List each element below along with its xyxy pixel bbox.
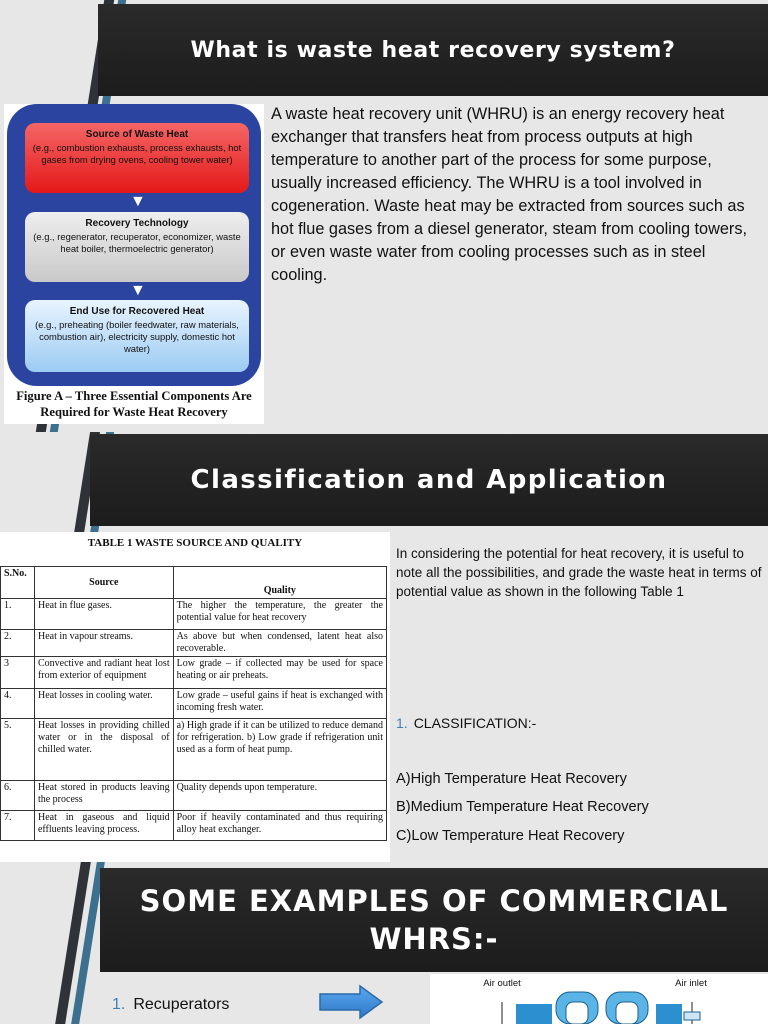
- slide-classification: [0, 432, 768, 862]
- classification-item-low: C)Low Temperature Heat Recovery: [396, 828, 625, 844]
- recovery-technology-box: Recovery Technology (e.g., regenerator, recuperator, economizer, waste heat boiler, thermoelectric generator): [25, 212, 249, 282]
- row-number-cell: 3: [1, 657, 35, 689]
- figure-caption: Figure A – Three Essential Components Are Required for Waste Heat Recovery: [16, 389, 252, 419]
- table-row: [1, 781, 387, 811]
- air-outlet-label: Air outlet: [483, 978, 521, 989]
- table-intro-text: In considering the potential for heat recovery, it is useful to note all the possibilities, and grade the waste heat in terms of potential value as shown in the following Table 1: [396, 546, 762, 599]
- example-label: Recuperators: [133, 996, 230, 1013]
- source-cell: Heat stored in products leaving the process: [34, 781, 173, 811]
- recovery-components-figure: [4, 104, 264, 424]
- waste-source-table-image: [0, 532, 390, 862]
- quality-cell: The higher the temperature, the greater the potential value for heat recovery: [173, 599, 386, 630]
- slide-title: Classification and Application: [90, 434, 768, 526]
- table-caption: TABLE 1 WASTE SOURCE AND QUALITY: [87, 537, 303, 549]
- table-row: [1, 657, 387, 689]
- list-number: 1.: [112, 996, 126, 1013]
- slide-title: SOME EXAMPLES OF COMMERCIAL WHRS:-: [100, 868, 768, 972]
- row-number-cell: 6.: [1, 781, 35, 811]
- quality-cell: Low grade – if collected may be used for space heating or air preheats.: [173, 657, 386, 689]
- quality-cell: Low grade – useful gains if heat is exchanged with incoming fresh water.: [173, 689, 386, 719]
- recuperator-diagram: [430, 974, 768, 1024]
- row-number-cell: 7.: [1, 811, 35, 841]
- classification-item-medium: B)Medium Temperature Heat Recovery: [396, 799, 649, 815]
- air-inlet-label: Air inlet: [675, 978, 707, 989]
- row-number-cell: 2.: [1, 630, 35, 657]
- slide-title: What is waste heat recovery system?: [98, 4, 768, 96]
- source-cell: Heat in gaseous and liquid effluents leaving process.: [34, 811, 173, 841]
- down-arrow-icon: ▼: [130, 193, 146, 210]
- right-arrow-icon: [318, 984, 384, 1020]
- table-row: [1, 599, 387, 630]
- classification-item-high: A)High Temperature Heat Recovery: [396, 771, 627, 787]
- source-of-waste-heat-box: Source of Waste Heat (e.g., combustion exhausts, process exhausts, hot gases from drying ovens, cooling tower water): [25, 123, 249, 193]
- figure-frame: [7, 104, 261, 386]
- table-header: S.No.: [1, 567, 35, 599]
- quality-cell: Poor if heavily contaminated and thus requiring alloy heat exchanger.: [173, 811, 386, 841]
- source-cell: Convective and radiant heat lost from exterior of equipment: [34, 657, 173, 689]
- down-arrow-icon: ▼: [130, 282, 146, 299]
- source-cell: Heat in vapour streams.: [34, 630, 173, 657]
- whru-description: A waste heat recovery unit (WHRU) is an energy recovery heat exchanger that transfers heat from process outputs at high temperature to another part of the process for some purpose, usually increased efficiency. The WHRU is a tool involved in cogeneration. Waste heat may be extracted from sources such as hot flue gases from a diesel generator, steam from cooling towers, or even waste water from cooling processes such as in steel cooling.: [271, 105, 748, 284]
- source-cell: Heat losses in cooling water.: [34, 689, 173, 719]
- list-number: 1.: [396, 715, 408, 731]
- quality-cell: As above but when condensed, latent heat also recoverable.: [173, 630, 386, 657]
- table-row: [1, 811, 387, 841]
- quality-cell: Quality depends upon temperature.: [173, 781, 386, 811]
- row-number-cell: 4.: [1, 689, 35, 719]
- recuperator-ducts-graphic: [430, 974, 768, 1024]
- row-number-cell: 5.: [1, 719, 35, 781]
- table-row: [1, 689, 387, 719]
- row-number-cell: 1.: [1, 599, 35, 630]
- waste-source-table: [0, 566, 387, 841]
- slide-waste-heat-recovery: [0, 0, 768, 432]
- end-use-box: End Use for Recovered Heat (e.g., preheating (boiler feedwater, raw materials, combustion air), electricity supply, domestic hot water): [25, 300, 249, 372]
- classification-label: CLASSIFICATION:-: [413, 715, 537, 731]
- table-row: [1, 630, 387, 657]
- classification-heading: [396, 715, 536, 731]
- example-item-recuperators: [112, 996, 229, 1014]
- slide-commercial-examples: [0, 862, 768, 1024]
- table-header: Source: [34, 567, 173, 599]
- table-header: Quality: [173, 567, 386, 599]
- table-row: [1, 719, 387, 781]
- source-cell: Heat losses in providing chilled water or in the disposal of chilled water.: [34, 719, 173, 781]
- quality-cell: a) High grade if it can be utilized to reduce demand for refrigeration. b) Low grade if refrigeration unit used as a form of heat pump.: [173, 719, 386, 781]
- source-cell: Heat in flue gases.: [34, 599, 173, 630]
